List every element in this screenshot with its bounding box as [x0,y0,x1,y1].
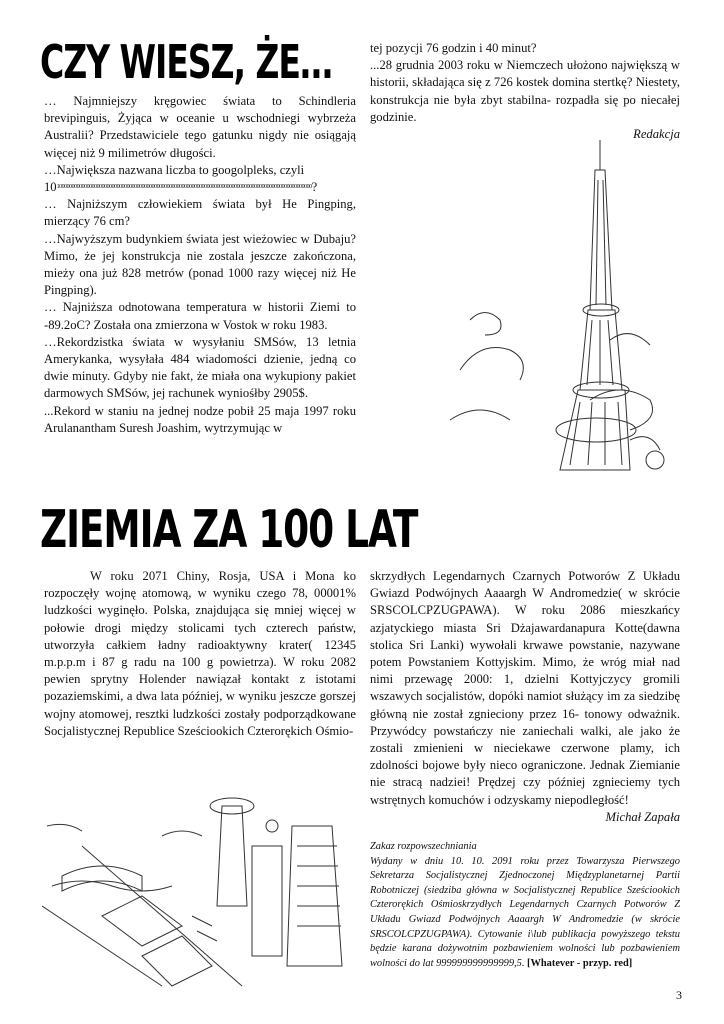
signature-author: Michał Zapała [605,809,680,824]
fact-paragraph: ...Rekord w staniu na jednej nodze pobił 25 maja 1997 roku Arulanantham Suresh Joashim, wytrzymując w [44,403,356,435]
article-text: skrzydłych Legendarnych Czarnych Potworów Z Układu Gwiazd Podwójnych Aaaargh W Andromedzie( w skrócie SRSCOLCPZUGPAWA). W roku 2086 mieszkańcy azjatyckiego miasta Sri Dżajawardanapura Kotte(dawna stolica Sri Lanki) wywołali krwawe powstanie, nazywane potem Powstaniem Kottyjskim. Mimo, że wróg miał nad nimi przewagę 2000: 1, dzielni Kottyjczycy gromili wszawych socjalistów, dopóki namiot służący im za siedzibę główną nie został zgnieciony przez 16- tonowy odważnik. Przywódcy powstańczy nie zaniechali walki, ale jako że zostali zmienieni w nieciekawe czerwone plamy, ich zdolności bojowe były nieco ograniczone. Jednak Ziemianie nie stracą nadziei! Prędzej czy później zgnieciemy tych wstrętnych komuchów i odzyskamy niepodległość! [370,569,680,807]
skyscraper-illustration [440,140,680,480]
fact-paragraph: … Najniższa odnotowana temperatura w historii Ziemi to -89.2oC? Została ona zmierzona w Vostok w roku 1983. [44,300,356,332]
googol-end: ? [311,180,318,195]
fact-paragraph: …Rekordzistka świata w wysyłaniu SMSów, 13 letnia Amerykanka, wysyłała 484 wiadomości dzienie, jedną co dwie minuty. Gdyby nie fakt, że miała ona wykupiony pakiet darmowych SMSów, jej rachunek wyniośłby 2905$. [44,334,356,401]
notice-body [370,855,680,972]
googolplex-formula [44,179,356,196]
page-number: 3 [676,988,682,1002]
notice-heading: Zakaz rozpowszechniania [370,841,477,853]
fact-paragraph: ...28 grudnia 2003 roku w Niemczech ułożono największą w historii, składająca się z 726 kostek domina stertkę? Niestety, konstrukcja nie była zbyt stabilna- rozpadła się po niecałej godzinie. [370,58,680,124]
did-you-know-left-column [44,93,356,437]
section-title-earth-in-100-years: ZIEMIA ZA 100 LAT [40,500,418,560]
notice-bracket: [Whatever - przyp. red] [527,957,633,969]
signature-redakcja: Redakcja [633,127,680,142]
section-title-did-you-know: CZY WIESZ, ŻE… [40,35,332,89]
article-text: W roku 2071 Chiny, Rosja, USA i Mona ko rozpoczęły wojnę atomową, w wyniku czego 78, 00001% ludzkości wyginęło. Polska, znajdująca się mniej więcej w połowie drogi między stolicami tych czterech państw, utworzyła całkiem ładny radioaktywny krater( 12345 m.p.p.m i 87 g radu na 100 g powietrza). W roku 2082 pewien sprytny Holender nawiązał kontakt z istotami pozaziemskimi, a dwa lata później, w wyniku jeszcze gorszej wojny atomowej, resztki ludzkości zostały podporządkowane Socjalistycznej Republice Sześciookich Czterorękich Ośmio- [44,569,356,738]
notice-box [370,840,680,971]
fact-paragraph: …Największa nazwana liczba to googolpleks, czyli [44,162,305,177]
fact-paragraph: …Najwyższym budynkiem świata jest wieżowiec w Dubaju? Mimo, że jej konstrukcja nie zostala jeszcze zakończona, mieży ona już 828 metrów (ponad 1000 razy więcej niż He Pingping). [44,231,356,298]
earth-right-column [370,568,680,971]
notice-body-text: Wydany w dniu 10. 10. 2091 roku przez Towarzysza Pierwszego Sekretarza Socjalistycznej Zjednoczonej Międzyplanetarnej Partii Robotniczej (siedziba główna w Socjalistycznej Republice Sześciookich Czterorękich Ośmioskrzydłych Legendarnych Czarnych Potworów Z Układu Gwiazd Podwójnych Aaaargh W Andromedzie (w skrócie SRSCOLCPZUGPAWA). Cytowanie i\lub publikacja powyższego tekstu będzie karana dożywotnim pozbawieniem wolności lub pozbawieniem wolności do lat 999999999999999,5. [370,855,680,969]
earth-left-column [44,568,356,740]
googol-exponent: 100000000000000000000000000000000000000000000000000000000000000000000000000000000000000000000000000000 [56,184,312,191]
futuristic-city-illustration [42,786,358,992]
googol-base: 10 [44,180,57,195]
did-you-know-right-column [370,40,680,143]
fact-paragraph: … Najmniejszy kręgowiec świata to Schindleria brevipinguis, Żyjąca w oceanie u wschodniegi wybrzeża Australii? Przedstawiciele tego gatunku nigdy nie osiągają więcej niż 9 milimetrów długości. [44,94,356,160]
fact-paragraph: … Najniższym człowiekiem świata był He Pingping, mierzący 76 cm? [44,197,356,229]
fact-paragraph: tej pozycji 76 godzin i 40 minut? [370,41,537,55]
